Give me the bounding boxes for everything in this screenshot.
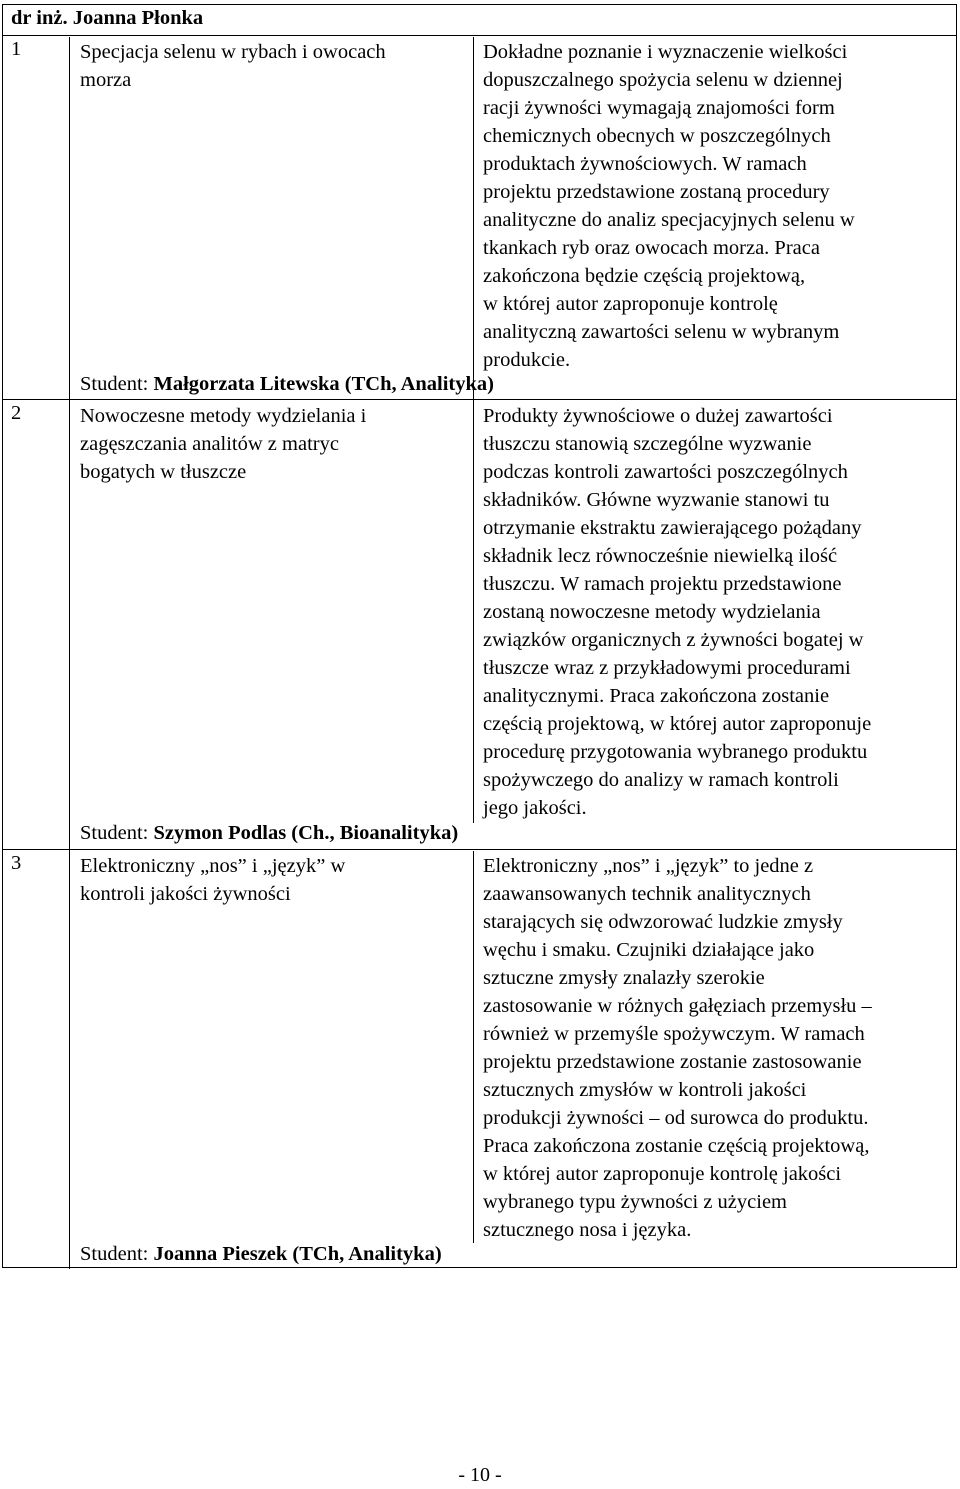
description-line: podczas kontroli zawartości poszczególnych: [483, 461, 848, 483]
description-line: węchu i smaku. Czujniki działające jako: [483, 939, 815, 961]
title-column-divider-3: [473, 851, 474, 1243]
description-line: sztucznych zmysłów w kontroli jakości: [483, 1079, 807, 1101]
description-line: projektu przedstawione zostaną procedury: [483, 181, 830, 203]
description-line: starających się odwzorować ludzkie zmysły: [483, 911, 843, 933]
description-line: analityczne do analiz specjacyjnych selenu w: [483, 209, 855, 231]
supervisor-name: dr inż. Joanna Płonka: [11, 7, 204, 29]
description-line: w której autor zaproponuje kontrolę jakości: [483, 1163, 842, 1185]
description-line: składnik lecz równocześnie niewielką ilość: [483, 545, 838, 567]
title-line: Nowoczesne metody wydzielania i: [80, 405, 367, 427]
description-line: produkcie.: [483, 349, 571, 371]
title-line: zagęszczania analitów z matryc: [80, 433, 339, 455]
student-label: Student:: [80, 822, 154, 844]
description-line: tłuszczu. W ramach projektu przedstawione: [483, 573, 842, 595]
topic-title: [80, 402, 460, 486]
description-line: analitycznymi. Praca zakończona zostanie: [483, 685, 830, 707]
student-label: Student:: [80, 373, 154, 395]
description-line: również w przemyśle spożywczym. W ramach: [483, 1023, 865, 1045]
description-line: Praca zakończona zostanie częścią projektową,: [483, 1135, 870, 1157]
topic-description: [483, 38, 953, 374]
topic-description: [483, 852, 953, 1244]
description-line: w której autor zaproponuje kontrolę: [483, 293, 778, 315]
student-name: Joanna Pieszek (TCh, Analityka): [153, 1243, 442, 1265]
description-line: sztucznego nosa i języka.: [483, 1219, 692, 1241]
description-line: zaawansowanych technik analitycznych: [483, 883, 811, 905]
description-line: projektu przedstawione zostanie zastosowanie: [483, 1051, 862, 1073]
description-line: Dokładne poznanie i wyznaczenie wielkości: [483, 41, 848, 63]
topic-number: 2: [11, 402, 22, 424]
description-line: dopuszczalnego spożycia selenu w dziennej: [483, 69, 843, 91]
student-label: Student:: [80, 1243, 154, 1265]
topic-title: [80, 852, 460, 908]
description-line: tkankach ryb oraz owocach morza. Praca: [483, 237, 820, 259]
description-line: Elektroniczny „nos” i „język” to jedne z: [483, 855, 814, 877]
topics-table: [2, 4, 957, 1268]
description-line: wybranego typu żywności z użyciem: [483, 1191, 787, 1213]
header-divider: [3, 35, 956, 36]
description-line: częścią projektową, w której autor zaproponuje: [483, 713, 872, 735]
title-line: bogatych w tłuszcze: [80, 461, 247, 483]
description-line: tłuszczu stanowią szczególne wyzwanie: [483, 433, 812, 455]
description-line: zastosowanie w różnych gałęziach przemysłu –: [483, 995, 872, 1017]
description-line: produkcji żywności – od surowca do produktu.: [483, 1107, 869, 1129]
description-line: składników. Główne wyzwanie stanowi tu: [483, 489, 830, 511]
description-line: Produkty żywnościowe o dużej zawartości: [483, 405, 833, 427]
description-line: otrzymanie ekstraktu zawierającego pożądany: [483, 517, 862, 539]
description-line: chemicznych obecnych w poszczególnych: [483, 125, 831, 147]
title-column-divider-1: [473, 37, 474, 407]
description-line: jego jakości.: [483, 797, 587, 819]
topic-number: 3: [11, 852, 22, 874]
description-line: związków organicznych z żywności bogatej w: [483, 629, 864, 651]
page-number: - 10 -: [458, 1464, 502, 1486]
title-line: kontroli jakości żywności: [80, 883, 291, 905]
row-divider-1: [3, 399, 956, 400]
title-line: Elektroniczny „nos” i „język” w: [80, 855, 346, 877]
topic-description: [483, 402, 953, 822]
student-name: Szymon Podlas (Ch., Bioanalityka): [153, 822, 459, 844]
topic-title: [80, 38, 460, 94]
student-line: [80, 373, 494, 396]
description-line: zakończona będzie częścią projektową,: [483, 265, 806, 287]
description-line: procedurę przygotowania wybranego produktu: [483, 741, 868, 763]
number-column-divider: [69, 37, 70, 1269]
description-line: spożywczego do analizy w ramach kontroli: [483, 769, 839, 791]
description-line: produktach żywnościowych. W ramach: [483, 153, 807, 175]
description-line: sztuczne zmysły znalazły szerokie: [483, 967, 765, 989]
description-line: analityczną zawartości selenu w wybranym: [483, 321, 840, 343]
title-line: Specjacja selenu w rybach i owocach: [80, 41, 386, 63]
topic-number: 1: [11, 38, 22, 60]
student-line: [80, 1243, 442, 1266]
title-column-divider-2: [473, 401, 474, 823]
description-line: tłuszcze wraz z przykładowymi procedurami: [483, 657, 851, 679]
description-line: racji żywności wymagają znajomości form: [483, 97, 835, 119]
description-line: zostaną nowoczesne metody wydzielania: [483, 601, 821, 623]
title-line: morza: [80, 69, 132, 91]
student-name: Małgorzata Litewska (TCh, Analityka): [153, 373, 494, 395]
student-line: [80, 822, 458, 845]
row-divider-2: [3, 849, 956, 850]
